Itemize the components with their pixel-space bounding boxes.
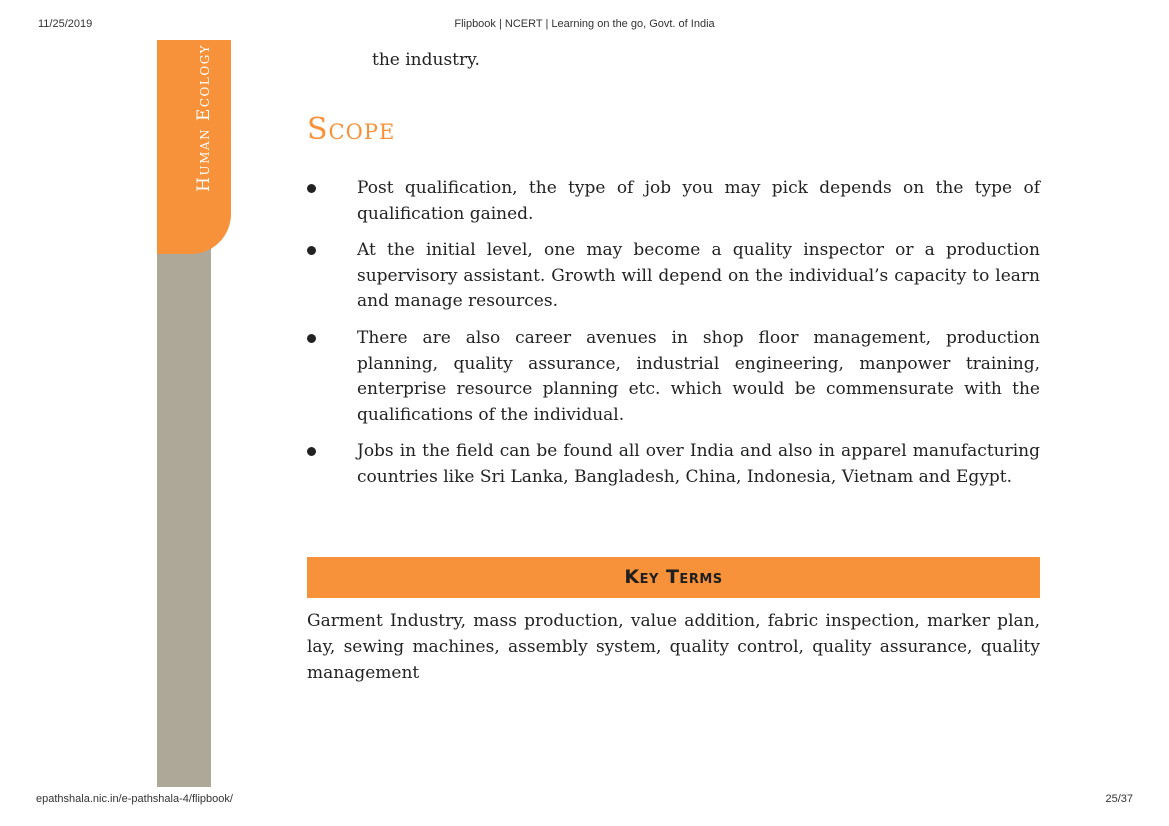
bullet-dot-icon [307,334,316,343]
print-header-date: 11/25/2019 [38,18,93,30]
sidebar-chapter-label: Human Ecology [194,44,214,192]
bullet-dot-icon [307,184,316,193]
list-item [307,176,1040,227]
list-item-text: At the initial level, one may become a quality inspector or a production supervisory assistant. Growth will depend on the individual’s capacity to learn and manage resources. [357,240,1040,312]
scope-bullet-list [307,176,1040,502]
bullet-dot-icon [307,246,316,255]
key-terms-title: Key Terms [624,566,723,588]
list-item-text: There are also career avenues in shop floor management, production planning, quality assurance, industrial engineering, manpower training, enterprise resource planning etc. which would be commensurate with the qualifications of the individual. [357,327,1040,425]
list-item [307,238,1040,315]
print-footer-url: epathshala.nic.in/e-pathshala-4/flipbook/ [36,793,233,805]
print-header-title: Flipbook | NCERT | Learning on the go, Govt. of India [454,18,715,30]
bullet-dot-icon [307,447,316,456]
list-item [307,439,1040,490]
list-item-text: Jobs in the field can be found all over India and also in apparel manufacturing countries like Sri Lanka, Bangladesh, China, Indonesia, Vietnam and Egypt. [357,441,1040,487]
print-footer-page-number: 25/37 [1105,793,1133,805]
continued-text: the industry. [372,50,480,70]
section-title: Scope [307,112,396,147]
list-item [307,326,1040,428]
list-item-text: Post qualification, the type of job you may pick depends on the type of qualification gained. [357,178,1040,224]
key-terms-text: Garment Industry, mass production, value addition, fabric inspection, marker plan, lay, sewing machines, assembly system, quality control, quality assurance, quality management [307,611,1040,683]
